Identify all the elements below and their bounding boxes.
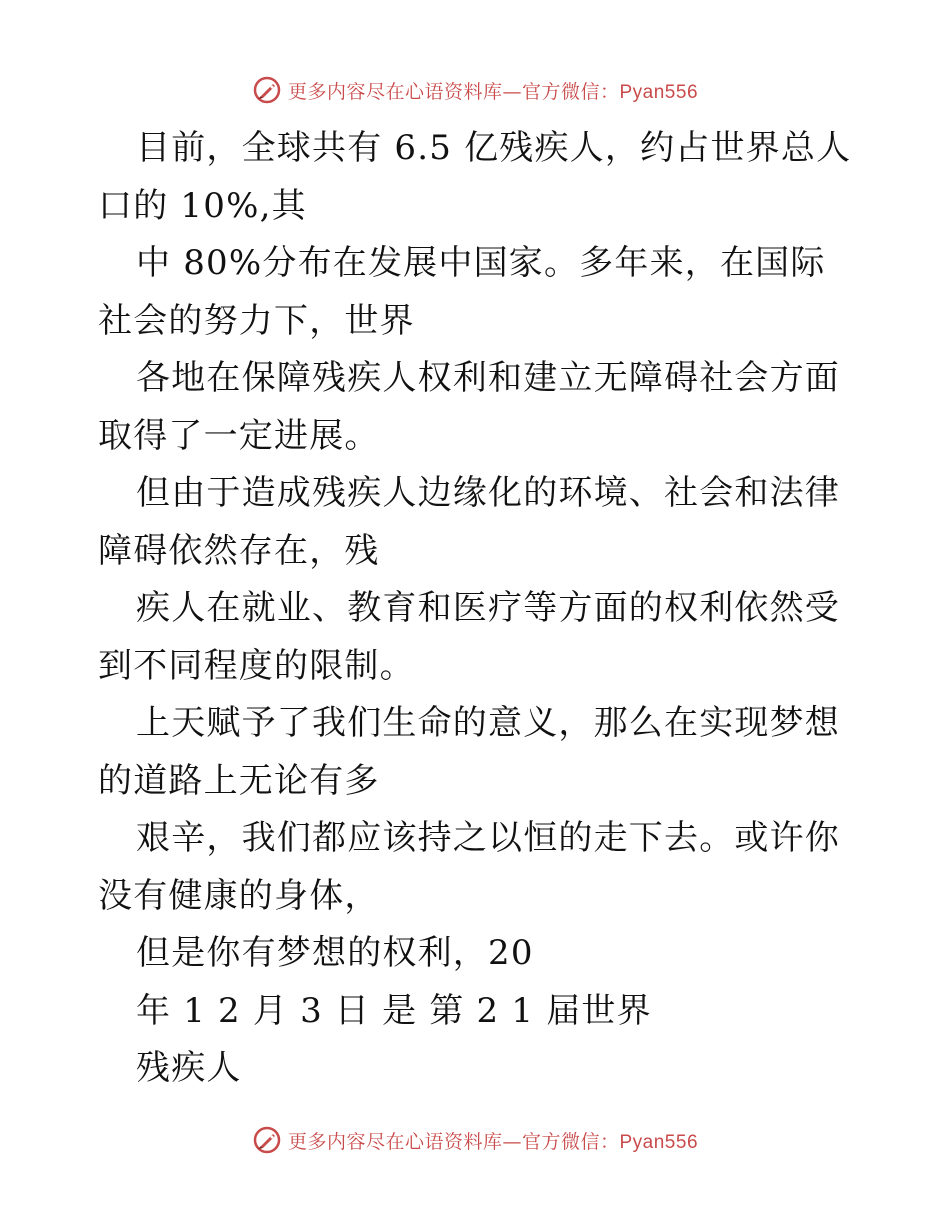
paragraph: 但是你有梦想的权利，20: [136, 933, 534, 973]
header-wechat-id: Pyan556: [619, 81, 699, 103]
header-banner: [0, 70, 950, 110]
quill-pen-logo-icon: [252, 75, 282, 105]
paragraph: 疾人在就业、教育和医疗等方面的权利依然受到不同程度的限制。: [98, 588, 840, 686]
paragraph: 残疾人: [136, 1048, 242, 1088]
paragraph: 年 1 2 月 3 日 是 第 2 1 届世界: [136, 990, 652, 1031]
footer-banner-text: 更多内容尽在心语资料库—官方微信：Pyan556: [287, 1130, 699, 1153]
paragraph: 中 80%分布在发展中国家。多年来，在国际社会的努力下，世界: [98, 243, 826, 341]
quill-pen-logo-icon: [252, 1125, 282, 1155]
paragraph: 目前，全球共有 6.5 亿残疾人，约占世界总人口的 10%,其: [98, 128, 852, 226]
header-banner-text: 更多内容尽在心语资料库—官方微信：Pyan556: [287, 80, 699, 103]
footer-banner: [0, 1120, 950, 1160]
paragraph: 艰辛，我们都应该持之以恒的走下去。或许你没有健康的身体，: [98, 818, 840, 916]
footer-wechat-id: Pyan556: [619, 1131, 699, 1153]
document-body: [98, 120, 858, 1098]
paragraph: 上天赋予了我们生命的意义，那么在实现梦想的道路上无论有多: [98, 703, 840, 801]
paragraph: 各地在保障残疾人权利和建立无障碍社会方面取得了一定进展。: [98, 358, 840, 456]
paragraph: 但由于造成残疾人边缘化的环境、社会和法律障碍依然存在，残: [98, 473, 840, 571]
